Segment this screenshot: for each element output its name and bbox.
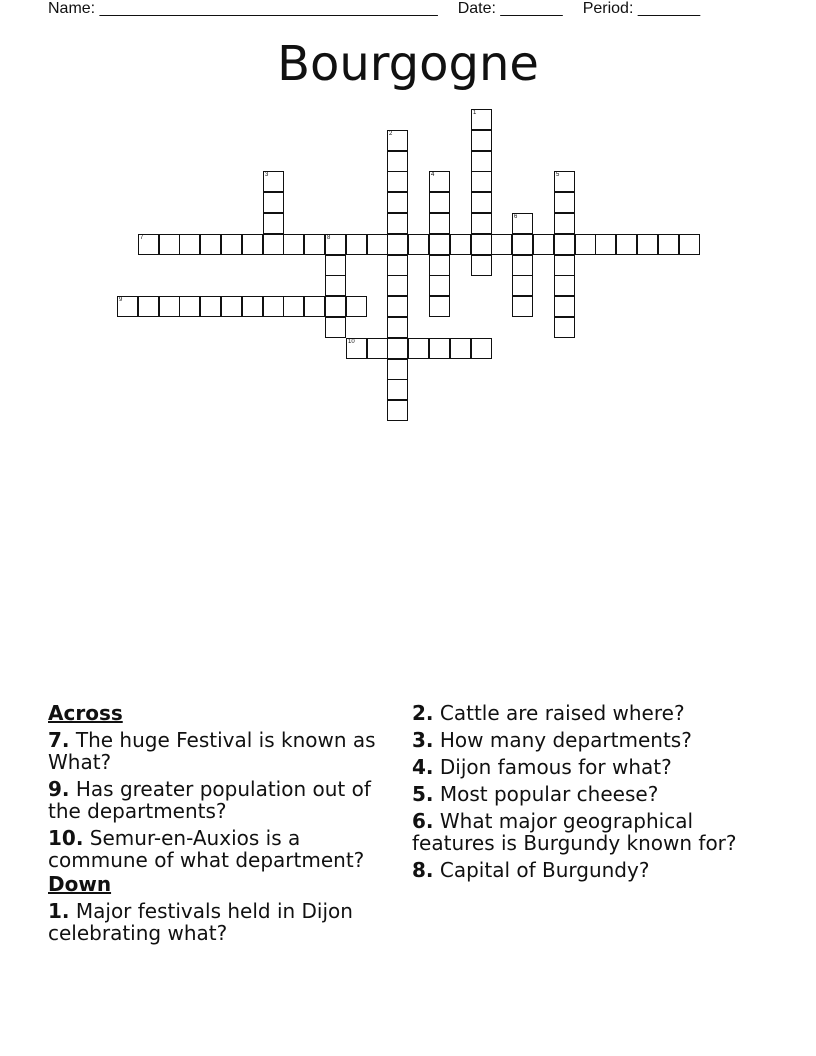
cell-number: 9 xyxy=(119,297,123,303)
grid-cell[interactable] xyxy=(325,255,346,276)
grid-cell[interactable] xyxy=(512,213,533,234)
grid-cell[interactable] xyxy=(263,171,284,192)
clue-number: 1. xyxy=(48,899,70,923)
date-label: Date: xyxy=(457,0,501,17)
clue-down-2 xyxy=(412,702,772,724)
grid-cell[interactable] xyxy=(679,234,700,255)
grid-cell[interactable] xyxy=(471,338,492,359)
grid-cell[interactable] xyxy=(242,234,263,255)
cell-number: 5 xyxy=(556,172,560,178)
grid-cell[interactable] xyxy=(491,234,512,255)
clue-text: The huge Festival is known as What? xyxy=(48,728,376,774)
grid-cell[interactable] xyxy=(367,234,388,255)
grid-cell[interactable] xyxy=(387,213,408,234)
cell-number: 1 xyxy=(473,110,477,116)
grid-cell[interactable] xyxy=(512,275,533,296)
clue-number: 8. xyxy=(412,858,434,882)
grid-cell[interactable] xyxy=(616,234,637,255)
cell-number: 6 xyxy=(514,214,518,220)
grid-cell[interactable] xyxy=(159,296,180,317)
grid-cell[interactable] xyxy=(325,275,346,296)
grid-cell[interactable] xyxy=(387,338,408,359)
grid-cell[interactable] xyxy=(346,234,367,255)
grid-cell[interactable] xyxy=(263,234,284,255)
grid-cell[interactable] xyxy=(387,192,408,213)
grid-cell[interactable] xyxy=(387,171,408,192)
clue-number: 6. xyxy=(412,809,434,833)
grid-cell[interactable] xyxy=(429,338,450,359)
period-blank[interactable]: _______ xyxy=(637,0,701,17)
clue-down-1 xyxy=(48,900,393,944)
grid-cell[interactable] xyxy=(429,213,450,234)
grid-cell[interactable] xyxy=(554,213,575,234)
clue-down-3 xyxy=(412,729,772,751)
cell-number: 4 xyxy=(431,172,435,178)
clues-left-column xyxy=(48,702,393,949)
grid-cell[interactable] xyxy=(387,130,408,151)
name-label: Name: xyxy=(48,0,100,17)
clue-number: 2. xyxy=(412,701,434,725)
grid-cell[interactable] xyxy=(221,296,242,317)
grid-cell[interactable] xyxy=(387,275,408,296)
clue-number: 4. xyxy=(412,755,434,779)
grid-cell[interactable] xyxy=(658,234,679,255)
name-blank[interactable]: ______________________________________ xyxy=(99,0,438,17)
grid-cell[interactable] xyxy=(387,234,408,255)
grid-cell[interactable] xyxy=(554,296,575,317)
grid-cell[interactable] xyxy=(429,192,450,213)
cell-number: 10 xyxy=(348,339,355,345)
grid-cell[interactable] xyxy=(554,275,575,296)
crossword-grid xyxy=(0,0,816,440)
clue-text: Has greater population out of the departments? xyxy=(48,777,371,823)
grid-cell[interactable] xyxy=(117,296,138,317)
grid-cell[interactable] xyxy=(263,192,284,213)
grid-cell[interactable] xyxy=(304,234,325,255)
grid-cell[interactable] xyxy=(200,296,221,317)
clue-text: How many departments? xyxy=(439,728,692,752)
grid-cell[interactable] xyxy=(346,296,367,317)
grid-cell[interactable] xyxy=(471,109,492,130)
clue-down-6 xyxy=(412,810,772,854)
grid-cell[interactable] xyxy=(471,130,492,151)
grid-cell[interactable] xyxy=(325,296,346,317)
grid-cell[interactable] xyxy=(512,234,533,255)
grid-cell[interactable] xyxy=(637,234,658,255)
cell-number: 8 xyxy=(327,235,331,241)
grid-cell[interactable] xyxy=(283,296,304,317)
clue-down-8 xyxy=(412,859,772,881)
grid-cell[interactable] xyxy=(471,255,492,276)
grid-cell[interactable] xyxy=(387,317,408,338)
grid-cell[interactable] xyxy=(554,171,575,192)
grid-cell[interactable] xyxy=(512,255,533,276)
grid-cell[interactable] xyxy=(471,151,492,172)
grid-cell[interactable] xyxy=(575,234,596,255)
clue-text: Capital of Burgundy? xyxy=(439,858,650,882)
down-heading: Down xyxy=(48,872,112,896)
grid-cell[interactable] xyxy=(200,234,221,255)
clue-text: Semur-en-Auxios is a commune of what department? xyxy=(48,826,365,872)
clue-text: Dijon famous for what? xyxy=(439,755,672,779)
grid-cell[interactable] xyxy=(242,296,263,317)
grid-cell[interactable] xyxy=(429,234,450,255)
grid-cell[interactable] xyxy=(304,296,325,317)
grid-cell[interactable] xyxy=(450,234,471,255)
date-blank[interactable]: _______ xyxy=(500,0,563,17)
grid-cell[interactable] xyxy=(387,151,408,172)
grid-cell[interactable] xyxy=(429,255,450,276)
cell-number: 7 xyxy=(140,235,144,241)
clue-across-7 xyxy=(48,729,393,773)
grid-cell[interactable] xyxy=(387,400,408,421)
grid-cell[interactable] xyxy=(263,213,284,234)
grid-cell[interactable] xyxy=(554,192,575,213)
grid-cell[interactable] xyxy=(471,192,492,213)
grid-cell[interactable] xyxy=(450,338,471,359)
clue-number: 7. xyxy=(48,728,70,752)
grid-cell[interactable] xyxy=(325,234,346,255)
grid-cell[interactable] xyxy=(387,296,408,317)
grid-cell[interactable] xyxy=(408,234,429,255)
grid-cell[interactable] xyxy=(387,359,408,380)
grid-cell[interactable] xyxy=(471,213,492,234)
grid-cell[interactable] xyxy=(283,234,304,255)
clue-across-9 xyxy=(48,778,393,822)
cell-number: 3 xyxy=(265,172,269,178)
grid-cell[interactable] xyxy=(429,296,450,317)
grid-cell[interactable] xyxy=(595,234,616,255)
grid-cell[interactable] xyxy=(179,296,200,317)
grid-cell[interactable] xyxy=(387,255,408,276)
clue-number: 9. xyxy=(48,777,70,801)
clue-number: 5. xyxy=(412,782,434,806)
grid-cell[interactable] xyxy=(159,234,180,255)
grid-cell[interactable] xyxy=(533,234,554,255)
clue-text: Cattle are raised where? xyxy=(439,701,685,725)
grid-cell[interactable] xyxy=(325,317,346,338)
page-title: Bourgogne xyxy=(277,36,539,92)
grid-cell[interactable] xyxy=(346,338,367,359)
clue-number: 10. xyxy=(48,826,84,850)
grid-cell[interactable] xyxy=(138,296,159,317)
clue-number: 3. xyxy=(412,728,434,752)
clue-across-10 xyxy=(48,827,393,871)
period-label: Period: xyxy=(582,0,638,17)
grid-cell[interactable] xyxy=(263,296,284,317)
grid-cell[interactable] xyxy=(429,275,450,296)
grid-cell[interactable] xyxy=(554,234,575,255)
clue-down-5 xyxy=(412,783,772,805)
across-heading: Across xyxy=(48,701,123,725)
clue-text: Most popular cheese? xyxy=(439,782,659,806)
grid-cell[interactable] xyxy=(387,379,408,400)
grid-cell[interactable] xyxy=(471,171,492,192)
grid-cell[interactable] xyxy=(408,338,429,359)
clues-right-column xyxy=(412,702,772,886)
grid-cell[interactable] xyxy=(554,255,575,276)
grid-cell[interactable] xyxy=(471,234,492,255)
clue-down-4 xyxy=(412,756,772,778)
grid-cell[interactable] xyxy=(429,171,450,192)
grid-cell[interactable] xyxy=(554,317,575,338)
clue-text: What major geographical features is Burgundy known for? xyxy=(412,809,737,855)
grid-cell[interactable] xyxy=(221,234,242,255)
cell-number: 2 xyxy=(389,131,393,137)
grid-cell[interactable] xyxy=(367,338,388,359)
grid-cell[interactable] xyxy=(179,234,200,255)
clue-text: Major festivals held in Dijon celebrating what? xyxy=(48,899,353,945)
grid-cell[interactable] xyxy=(512,296,533,317)
grid-cell[interactable] xyxy=(138,234,159,255)
